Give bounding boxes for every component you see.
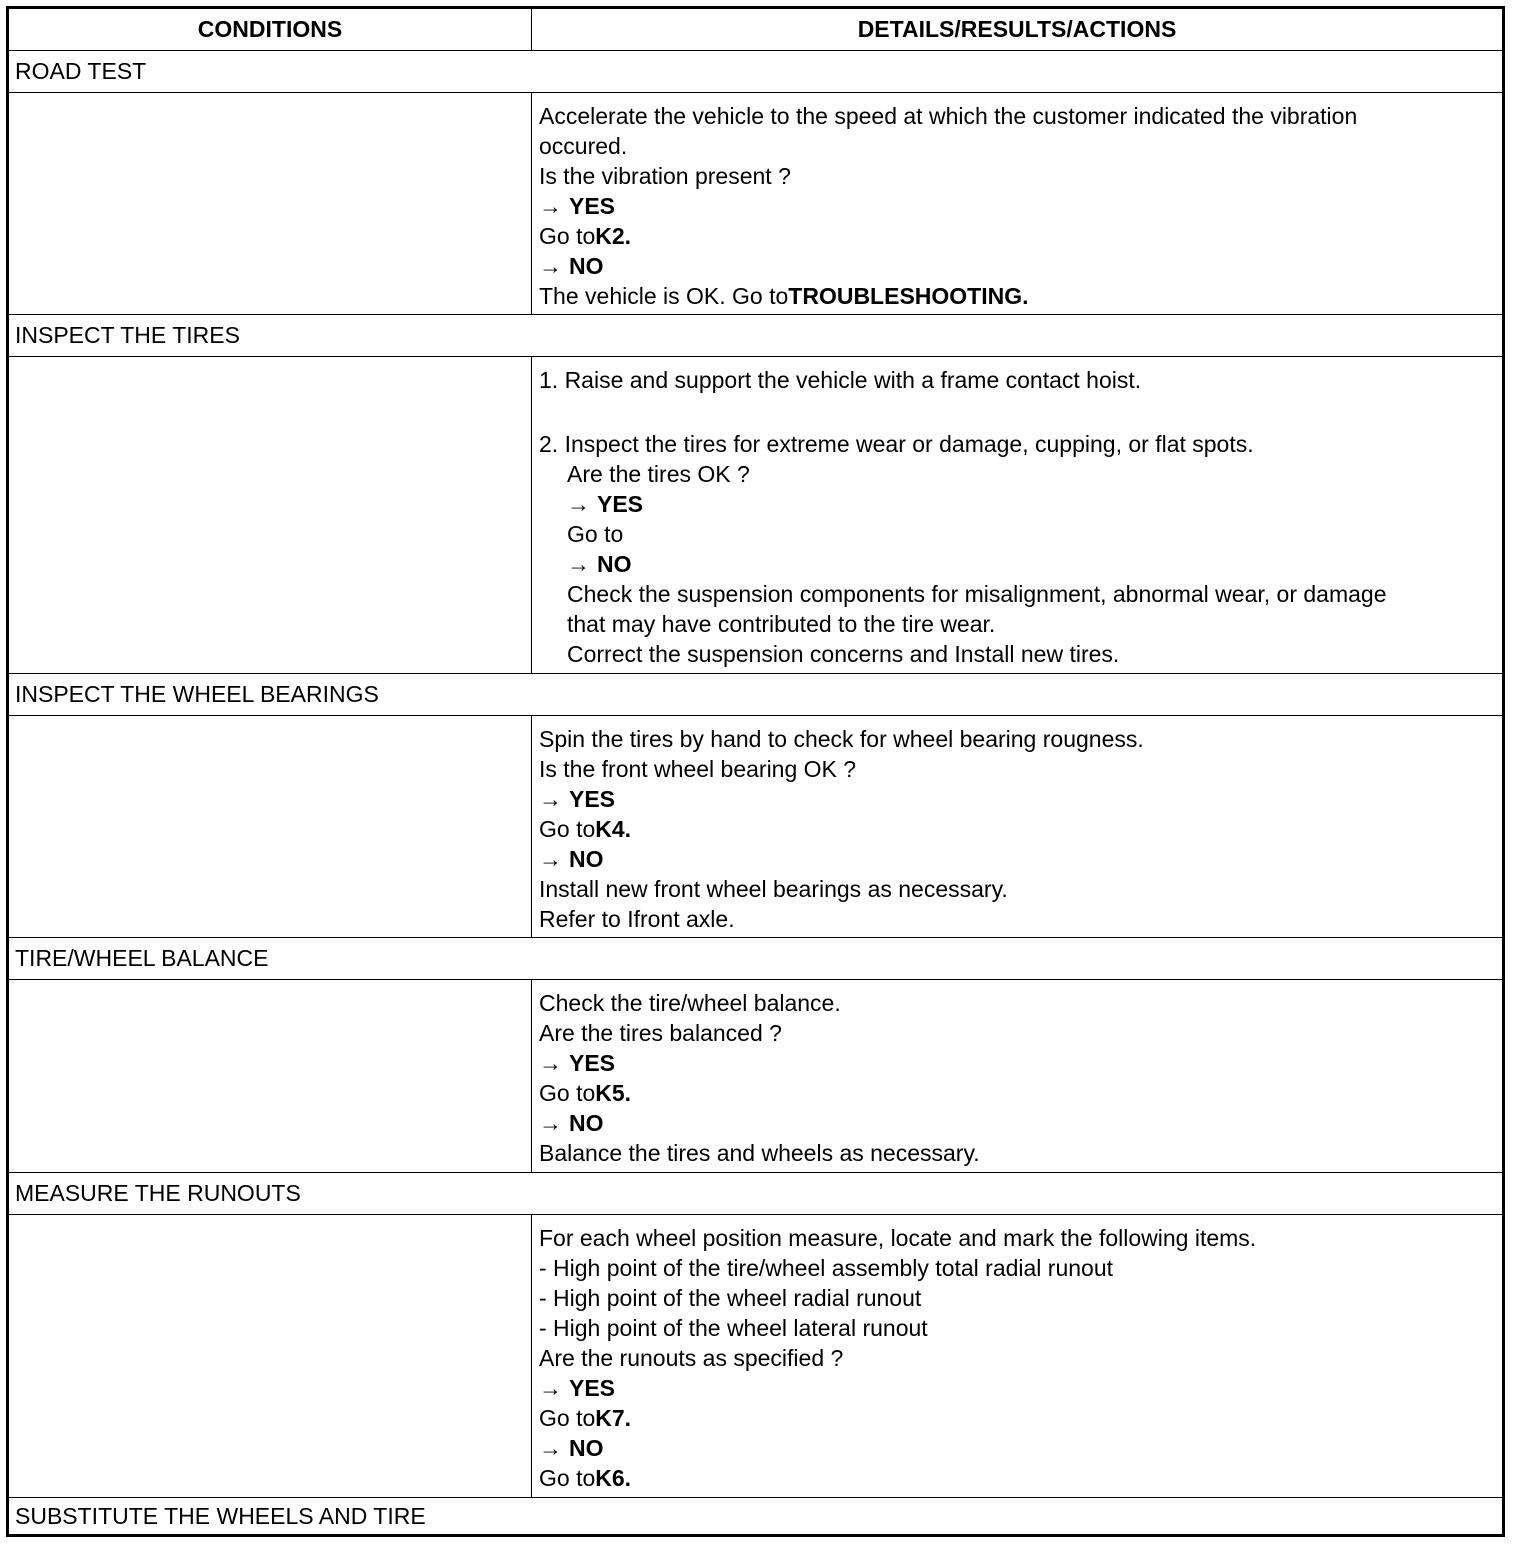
goto-line [539, 1403, 1494, 1433]
detail-line: Install new front wheel bearings as necessary. [539, 876, 1008, 902]
yes-label: YES [569, 193, 616, 219]
no-line [539, 844, 1494, 874]
section-detail-row [9, 980, 1502, 1173]
yes-label: YES [569, 1050, 616, 1076]
section-title-row [9, 938, 1502, 980]
no-line [539, 1433, 1494, 1463]
no-label: NO [569, 1435, 604, 1461]
conditions-cell [9, 1215, 532, 1497]
arrow-right-icon: → [567, 491, 590, 517]
goto-target: K5. [595, 1080, 632, 1106]
details-cell [539, 988, 1494, 1168]
goto-line: Go to [567, 521, 624, 547]
goto-line [539, 221, 1494, 251]
goto-line [539, 1078, 1494, 1108]
detail-line: For each wheel position measure, locate and mark the following items. [539, 1225, 1257, 1251]
section-detail-row [9, 93, 1502, 315]
yes-label: YES [597, 491, 644, 517]
arrow-right-icon: → [539, 193, 562, 219]
bullet-line: - High point of the wheel lateral runout [539, 1315, 928, 1341]
goto-target: K2. [595, 223, 632, 249]
no-action-text: The vehicle is OK. Go to [539, 283, 789, 309]
section-title: SUBSTITUTE THE WHEELS AND TIRE [15, 1502, 426, 1529]
no-label: NO [569, 1110, 604, 1136]
no-label: NO [569, 846, 604, 872]
arrow-right-icon: → [539, 1435, 562, 1461]
arrow-right-icon: → [539, 1050, 562, 1076]
section-title: ROAD TEST [15, 58, 147, 84]
yes-label: YES [569, 1375, 616, 1401]
details-cell [539, 101, 1494, 311]
arrow-right-icon: → [539, 1110, 562, 1136]
section-title-row [9, 1173, 1502, 1215]
details-cell [539, 1223, 1494, 1493]
table-header-row [9, 9, 1502, 51]
goto-prefix: Go to [539, 223, 596, 249]
goto-prefix: Go to [539, 1080, 596, 1106]
goto-target: K7. [595, 1405, 632, 1431]
no-line [539, 549, 1494, 579]
no-action-target: TROUBLESHOOTING. [788, 283, 1029, 309]
goto-target: K4. [595, 816, 632, 842]
detail-line: occured. [539, 133, 628, 159]
section-title: INSPECT THE TIRES [15, 322, 240, 348]
detail-line: Accelerate the vehicle to the speed at which the customer indicated the vibration [539, 103, 1358, 129]
detail-line: Is the front wheel bearing OK ? [539, 756, 857, 782]
conditions-cell [9, 357, 532, 673]
question-line: Are the runouts as specified ? [539, 1345, 844, 1371]
goto-target: K6. [595, 1465, 632, 1491]
goto-prefix: Go to [539, 1405, 596, 1431]
section-title-row [9, 315, 1502, 357]
diagnostic-table [6, 6, 1505, 1537]
goto-line [539, 814, 1494, 844]
details-cell [539, 724, 1494, 934]
detail-line: Are the tires balanced ? [539, 1020, 782, 1046]
detail-line: Spin the tires by hand to check for wheel bearing rougness. [539, 726, 1144, 752]
arrow-right-icon: → [539, 846, 562, 872]
step-line: 1. Raise and support the vehicle with a frame contact hoist. [539, 367, 1142, 393]
header-conditions: CONDITIONS [9, 9, 532, 50]
yes-line [539, 1048, 1494, 1078]
detail-line: Refer to Ifront axle. [539, 906, 735, 932]
detail-line: Correct the suspension concerns and Install new tires. [567, 641, 1120, 667]
yes-label: YES [569, 786, 616, 812]
details-cell [539, 365, 1494, 669]
arrow-right-icon: → [539, 786, 562, 812]
conditions-cell [9, 980, 532, 1172]
header-details: DETAILS/RESULTS/ACTIONS [857, 16, 1177, 42]
no-label: NO [569, 253, 604, 279]
detail-line: Check the suspension components for misalignment, abnormal wear, or damage [567, 581, 1387, 607]
no-label: NO [597, 551, 632, 577]
bullet-line: - High point of the wheel radial runout [539, 1285, 922, 1311]
yes-line [539, 1373, 1494, 1403]
section-title: TIRE/WHEEL BALANCE [15, 945, 269, 971]
detail-line: that may have contributed to the tire wear. [567, 611, 996, 637]
yes-line [539, 489, 1494, 519]
arrow-right-icon: → [567, 551, 590, 577]
goto-prefix: Go to [539, 816, 596, 842]
no-line [539, 251, 1494, 281]
section-detail-row [9, 357, 1502, 674]
conditions-cell [9, 716, 532, 937]
bullet-line: - High point of the tire/wheel assembly total radial runout [539, 1255, 1114, 1281]
yes-line [539, 191, 1494, 221]
section-detail-row [9, 716, 1502, 938]
goto-prefix: Go to [539, 1465, 596, 1491]
section-title-row [9, 1498, 1502, 1534]
detail-line: Balance the tires and wheels as necessary. [539, 1140, 980, 1166]
no-action-line [539, 281, 1494, 311]
section-title: INSPECT THE WHEEL BEARINGS [15, 681, 379, 707]
no-line [539, 1108, 1494, 1138]
question-line: Are the tires OK ? [567, 461, 750, 487]
step-line: 2. Inspect the tires for extreme wear or damage, cupping, or flat spots. [539, 431, 1254, 457]
arrow-right-icon: → [539, 1375, 562, 1401]
spacer [539, 395, 1494, 429]
section-title: MEASURE THE RUNOUTS [15, 1180, 301, 1206]
conditions-cell [9, 93, 532, 314]
section-detail-row [9, 1215, 1502, 1498]
goto-line [539, 1463, 1494, 1493]
yes-line [539, 784, 1494, 814]
arrow-right-icon: → [539, 253, 562, 279]
detail-line: Is the vibration present ? [539, 163, 791, 189]
section-title-row [9, 674, 1502, 716]
detail-line: Check the tire/wheel balance. [539, 990, 841, 1016]
section-title-row [9, 51, 1502, 93]
